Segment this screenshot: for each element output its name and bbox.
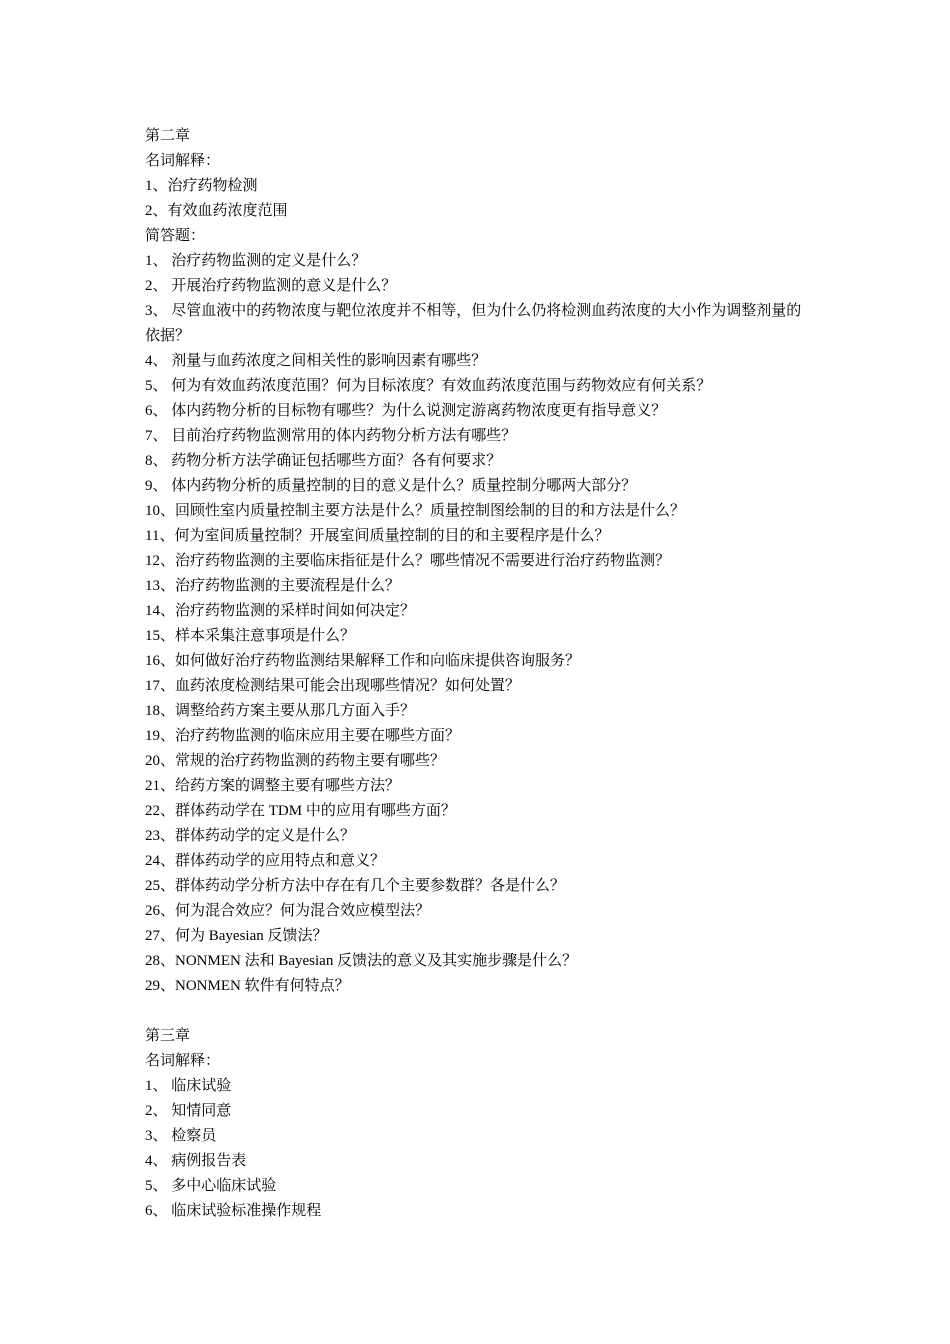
question-item: 23、群体药动学的定义是什么？ — [145, 828, 356, 844]
question-item: 25、群体药动学分析方法中存在有几个主要参数群？各是什么？ — [145, 878, 566, 894]
section-spacer — [145, 999, 815, 1024]
chapter-3-term: 5、 多中心临床试验 — [145, 1178, 277, 1194]
chapter-3-term: 1、 临床试验 — [145, 1078, 232, 1094]
question-item: 12、治疗药物监测的主要临床指征是什么？哪些情况不需要进行治疗药物监测？ — [145, 553, 671, 569]
question-item: 29、NONMEN 软件有何特点？ — [145, 978, 350, 994]
question-item: 17、血药浓度检测结果可能会出现哪些情况？如何处置？ — [145, 678, 521, 694]
question-item: 21、给药方案的调整主要有哪些方法？ — [145, 778, 401, 794]
document-body — [145, 124, 815, 1224]
question-item: 26、何为混合效应？何为混合效应模型法？ — [145, 903, 431, 919]
question-item: 2、 开展治疗药物监测的意义是什么？ — [145, 278, 397, 294]
chapter-2-title: 第二章 — [145, 128, 191, 144]
question-item: 9、 体内药物分析的质量控制的目的意义是什么？质量控制分哪两大部分？ — [145, 478, 637, 494]
question-item: 16、如何做好治疗药物监测结果解释工作和向临床提供咨询服务？ — [145, 653, 581, 669]
question-item: 18、调整给药方案主要从那几方面入手？ — [145, 703, 416, 719]
question-item: 19、治疗药物监测的临床应用主要在哪些方面？ — [145, 728, 461, 744]
question-item: 27、何为 Bayesian 反馈法？ — [145, 928, 328, 944]
chapter-3-terms-heading: 名词解释： — [145, 1053, 221, 1069]
question-item: 15、样本采集注意事项是什么？ — [145, 628, 356, 644]
chapter-3-section — [145, 1024, 815, 1224]
question-item: 8、 药物分析方法学确证包括哪些方面？各有何要求？ — [145, 453, 502, 469]
question-item: 4、 剂量与血药浓度之间相关性的影响因素有哪些？ — [145, 353, 487, 369]
question-item: 6、 体内药物分析的目标物有哪些？为什么说测定游离药物浓度更有指导意义？ — [145, 403, 667, 419]
question-item: 20、常规的治疗药物监测的药物主要有哪些？ — [145, 753, 446, 769]
chapter-2-terms-heading: 名词解释： — [145, 153, 221, 169]
chapter-2-term: 2、有效血药浓度范围 — [145, 203, 288, 219]
question-item: 10、回顾性室内质量控制主要方法是什么？质量控制图绘制的目的和方法是什么？ — [145, 503, 686, 519]
question-item: 1、 治疗药物监测的定义是什么？ — [145, 253, 367, 269]
question-item: 3、 尽管血液中的药物浓度与靶位浓度并不相等，但为什么仍将检测血药浓度的大小作为调整剂量的依据？ — [145, 303, 802, 344]
chapter-2-section — [145, 124, 815, 999]
question-item: 22、群体药动学在 TDM 中的应用有哪些方面？ — [145, 803, 456, 819]
question-item: 28、NONMEN 法和 Bayesian 反馈法的意义及其实施步骤是什么？ — [145, 953, 578, 969]
question-item: 11、何为室间质量控制？开展室间质量控制的目的和主要程序是什么？ — [145, 528, 610, 544]
chapter-3-term: 4、 病例报告表 — [145, 1153, 247, 1169]
question-item: 14、治疗药物监测的采样时间如何决定？ — [145, 603, 416, 619]
chapter-3-term: 2、 知情同意 — [145, 1103, 232, 1119]
chapter-2-questions-heading: 简答题： — [145, 228, 206, 244]
question-item: 13、治疗药物监测的主要流程是什么？ — [145, 578, 401, 594]
chapter-3-title: 第三章 — [145, 1028, 191, 1044]
question-item: 5、 何为有效血药浓度范围？何为目标浓度？有效血药浓度范围与药物效应有何关系？ — [145, 378, 712, 394]
chapter-3-term: 3、 检察员 — [145, 1128, 217, 1144]
chapter-2-term: 1、治疗药物检测 — [145, 178, 258, 194]
question-item: 24、群体药动学的应用特点和意义？ — [145, 853, 386, 869]
chapter-3-term: 6、 临床试验标准操作规程 — [145, 1203, 322, 1219]
question-item: 7、 目前治疗药物监测常用的体内药物分析方法有哪些？ — [145, 428, 517, 444]
